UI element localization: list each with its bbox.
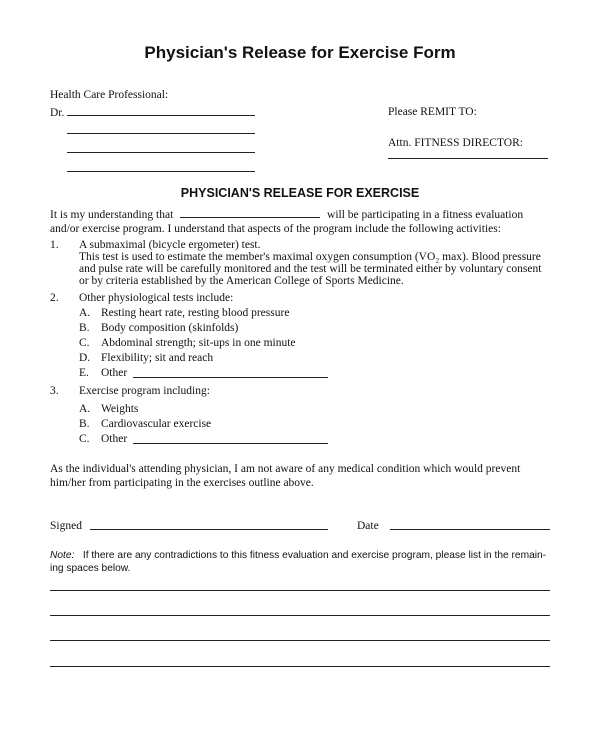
item-2a-letter: A. [79,307,91,319]
note-label: Note: [50,550,75,561]
intro-line-2: and/or exercise program. I understand that aspects of the program include the following activities: [50,223,501,235]
section-heading: PHYSICIAN'S RELEASE FOR EXERCISE [180,186,420,200]
item-2c-text: Abdominal strength; sit-ups in one minute [101,337,296,349]
participant-name-field[interactable] [180,217,320,218]
item-3-title: Exercise program including: [79,385,210,397]
item-2-title: Other physiological tests include: [79,292,234,304]
item-3-other-field[interactable] [133,443,328,444]
item-2b-letter: B. [79,322,90,334]
item-2e-text: Other [101,367,128,379]
dr-name-field[interactable] [67,115,255,116]
contradictions-line-2[interactable] [50,615,550,616]
remit-to-label: Please REMIT TO: [388,106,477,118]
item-1-line-3: and pulse rate will be carefully monitored and the test will be terminated either by voluntary consent [79,263,542,275]
contradictions-line-3[interactable] [50,640,550,641]
statement-line-1: As the individual's attending physician, I am not aware of any medical condition which would prevent [50,463,521,475]
form-title: Physician's Release for Exercise Form [144,43,456,62]
date-field[interactable] [390,529,550,530]
item-3-number: 3. [50,385,59,397]
health-care-professional-label: Health Care Professional: [50,89,169,101]
item-2-number: 2. [50,292,59,304]
item-1-line-2: This test is used to estimate the member's maximal oxygen consumption (VO₂ max). Blood pressure [79,251,541,263]
signature-field[interactable] [90,529,328,530]
item-1-title: A submaximal (bicycle ergometer) test. [79,239,261,251]
note-line-1 [50,550,546,561]
dr-label: Dr. [50,107,65,119]
item-2c-letter: C. [79,337,90,349]
item-3a-text: Weights [101,403,139,415]
statement-line-2: him/her from participating in the exercises outline above. [50,477,314,489]
dr-address-line-2-field[interactable] [67,152,255,153]
contradictions-line-4[interactable] [50,666,550,667]
item-2e-letter: E. [79,367,89,379]
item-1-line-4: or by criteria established by the American College of Sports Medicine. [79,275,404,287]
item-3c-text: Other [101,433,128,445]
signed-label: Signed [50,520,82,532]
item-3c-letter: C. [79,433,90,445]
item-3a-letter: A. [79,403,91,415]
attn-fitness-director-label: Attn. FITNESS DIRECTOR: [388,137,523,149]
item-2d-text: Flexibility; sit and reach [101,352,214,364]
note-text-1: If there are any contradictions to this fitness evaluation and exercise program, please list in the remain- [82,550,547,561]
intro-line-1-end: will be participating in a fitness evaluation [327,209,524,221]
item-2a-text: Resting heart rate, resting blood pressure [101,307,290,319]
item-2d-letter: D. [79,352,91,364]
intro-line-1-start: It is my understanding that [50,209,174,221]
item-3b-text: Cardiovascular exercise [101,418,212,430]
intro-line-1 [50,208,523,222]
dr-address-line-3-field[interactable] [67,171,255,172]
fitness-director-field[interactable] [388,158,548,159]
item-3b-letter: B. [79,418,90,430]
date-label: Date [357,520,379,532]
item-2b-text: Body composition (skinfolds) [101,322,239,334]
contradictions-line-1[interactable] [50,590,550,591]
note-line-2: ing spaces below. [50,563,131,574]
item-2-other-field[interactable] [133,377,328,378]
dr-address-line-1-field[interactable] [67,133,255,134]
item-1-number: 1. [50,239,59,251]
